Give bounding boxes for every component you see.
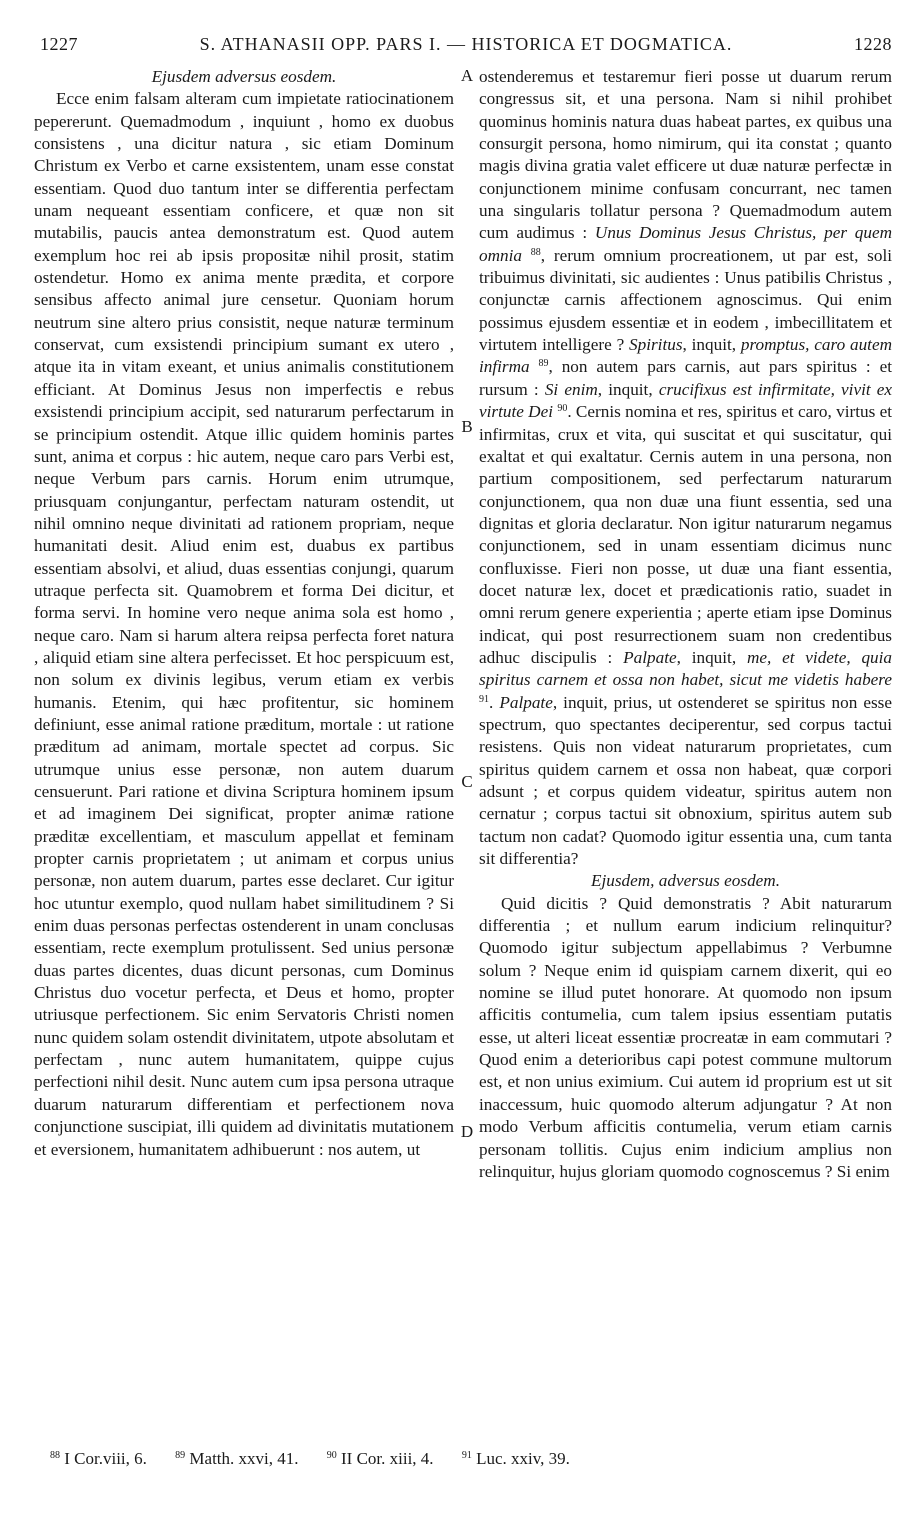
scripture-quote: Palpate (499, 692, 553, 712)
footnote-number: 88 (50, 1450, 60, 1461)
text-run: , inquit, prius, ut ostenderet se spiritus non esse spectrum, quo spectantes deciperentur, sed corpus tactui resistens. Quis non videat naturarum proprietates, cum spiritus quidem carnem et ossa non habeat, quæ corpori adsunt ; et corpus quidem videatur, spiritus autem non cernatur ; corpus tactui sit obnoxium, spiritus autem sub tactum non cadat? Quomodo igitur essentia una, cum tanta sit differentia? (479, 692, 892, 869)
page-number-right: 1228 (854, 34, 892, 54)
scripture-quote: Spiritus (629, 335, 683, 355)
right-column (479, 66, 892, 1183)
margin-letter-c: C (461, 772, 473, 791)
footnote-number: 90 (326, 1450, 337, 1461)
scripture-quote: crucifixus est infirmitate, vivit ex virtute Dei (479, 379, 893, 422)
margin-letter-d: D (460, 1122, 474, 1141)
footnote-ref: 90 (557, 403, 568, 415)
footnote-text: II Cor. xiii, 4. (341, 1449, 434, 1468)
footnote (175, 1449, 298, 1468)
footnote-text: I Cor.viii, 6. (64, 1449, 147, 1468)
footnote-ref: 89 (538, 358, 549, 370)
scripture-quote: Si enim (544, 379, 598, 399)
running-title: S. ATHANASII OPP. PARS I. — HISTORICA ET DOGMATICA. (199, 34, 733, 54)
text-run: , rerum omnium procreationem, ut par est, soli tribuimus divinitati, sic audientes : Unus patibilis Christus , conjunctæ carnis affectionem agnoscimus. Qui enim possimus ejusdem essentiæ et in eodem , imbecillitatem et virtutem intelligere ? (479, 245, 892, 355)
footnote-number: 91 (461, 1450, 472, 1461)
text-run: , inquit, (676, 647, 737, 667)
text-run: , inquit, (682, 335, 737, 355)
body-paragraph (479, 66, 892, 870)
body-paragraph: Quid dicitis ? Quid demonstratis ? Abit naturarum differentia ; et nullum earum indicium relinquitur? Quomodo igitur subjectum appellabimus ? Verbumne solum ? Neque enim id quispiam carnem dixerit, qui eo nomine se illud putet honorare. At quomodo non ipsum afficitis contumelia, cum talem ipsius essentiam putatis esse, ut alteri liceat essentiæ procreatæ in eam commutari ? Quod enim a deterioribus capi potest commune multorum est, et non unius eximium. Cui autem id proprium est ut sit inaccessum, huic quomodo alterum adjungatur ? At non modo Verbum afficitis contumelia, verum etiam carnis personam tollitis. Cujus enim indicium amplius non relinquitur, hujus gloriam quomodo cognoscemus ? Si enim (479, 893, 892, 1181)
page-header (40, 34, 892, 64)
footnote-ref: 88 (530, 246, 541, 258)
footnote (327, 1449, 434, 1468)
footnote-ref: 91 (479, 693, 489, 705)
text-run: , inquit, (597, 379, 653, 399)
margin-letter-a: A (460, 66, 474, 85)
footnote (50, 1449, 147, 1468)
section-heading: Ejusdem, adversus eosdem. (590, 871, 781, 891)
scripture-quote: promptus, caro autem infirma (479, 335, 892, 377)
text-run: . Cernis nomina et res, spiritus et caro, virtus et infirmitas, crux et vita, qui suscitat et qui suscitatur, qui exaltat et qui exaltatur. Cernis autem in una persona, non partium compositionem, sed perfectarum naturarum conjunctionem, qua non duæ una fiunt essentia, sed una dignitas et gloria declaratur. Non igitur naturarum negamus conjunctionem, sed in unam essentiam dicimus nunc confluxisse. Fieri non posse, ut duæ una fiant essentia, docet naturæ lex, docet et prædicationis ratio, suadet in omni rerum genere experientia ; aperte etiam ipse Dominus indicat, qui post resurrectionem suam non credentibus adhuc discipulis : (479, 402, 892, 667)
footnote (462, 1449, 570, 1468)
text-run: . (489, 692, 494, 712)
footnote-number: 89 (175, 1450, 186, 1461)
section-heading: Ejusdem adversus eosdem. (151, 67, 337, 86)
page-number-left: 1227 (40, 34, 78, 54)
body-paragraph: Ecce enim falsam alteram cum impietate ratiocinationem pepererunt. Quemadmodum , inquiunt , homo ex duobus consistens , una dicitur natura , sic etiam Dominum Christum ex Verbo et carne exsistentem, unam esse constat essentiam. Quod duo tantum inter se differentia perfectam unam nequeant essentiam conficere, et quæ non sit mutabilis, paucis antea demonstratum est. Quod autem exemplum hoc rei ab ipsis propositæ nihil prosit, statim ostendetur. Homo ex anima mente prædita, et corpore sensibus affecto animal jure censetur. Quoniam horum neutrum sine altero prius consistit, neque naturæ terminum conservat, cum exsistendi principium sumant ex utero , atque ita in vitam exeant, et unius animalis constitutionem efficiant. At Dominus Jesus non imperfectis e rebus exsistendi principium accipit, sed naturarum perfectarum in se principium ostendit. Atque illic quidem hominis partes sunt, anima et corpus : hic autem, neque caro pars Verbi est, neque Verbum pars carnis. Horum enim utrumque, priusquam conjungantur, perfectam naturam ostendit, ut nihil omnino neque divinitati ad rationem propriam, neque humanitati desit. Aliud enim est, duabus ex partibus essentiam absolvi, et aliud, duas essentias conjungi, quarum utraque perfecta sit. Quamobrem et forma Dei dicitur, et forma servi. In homine vero neque anima sola est homo , neque caro. Nam si harum altera reipsa perfecta foret natura , aliquid etiam sine altera perfecisset. Et hoc perspicuum est, non solum ex divinis legibus, verum etiam ex verbis humanis. Etenim, qui hæc profitentur, sic hominem definiunt, esse animal ratione præditum, mortale : ut ratione præditum ad animam, mortale spectet ad corpus. Sic utrumque unius esse personæ, non autem duarum censuerunt. Pari ratione et divina Scriptura hominem ipsum et ad imaginem Dei significat, propter animæ ratione præditæ excellentiam, et masculum appellat et feminam propter carnis proprietatem ; ut animam et corpus unius personæ, non autem duarum, partes esse declaret. Cur igitur hoc utuntur exemplo, quod nullam habet similitudinem ? Si enim duas personas perfectas ostenderent in unam conclusas essentiam, recte exemplum protulissent. Sed unius personæ duas partes dicentes, duas dicunt personas, cum Dominus Christus duo vocetur perfecta, et Deus et homo, propter utriusque perfectionem. Sic enim Servatoris Christi nomen nunc quidem solam ostendit divinitatem, utpote absolutam et perfectam , nunc autem humanitatem, quippe cujus perfectioni nihil desit. Nunc autem cum ipsa persona utraque duarum naturarum differentiam et perfectionem nova conjunctione suscipiat, illi quidem ad divinitatis mutationem et eversionem, humanitatem adhibuerunt : nos autem, ut (34, 89, 454, 1159)
margin-letter-b: B (461, 417, 473, 436)
footnote-text: Luc. xxiv, 39. (476, 1449, 570, 1468)
footnote-text: Matth. xxvi, 41. (189, 1449, 299, 1468)
scripture-quote: Unus Dominus Jesus Christus, per quem omnia (479, 223, 892, 265)
text-run: ostenderemus et testaremur fieri posse ut duarum rerum congressus sit, et una persona. Nam si nihil prohibet quominus hominis natura duas habeat partes, ex quibus una consurgit persona, homo nimirum, qui ita constat ; quanto magis divina gratia valet efficere ut duæ naturæ perfectæ in conjunctionem minime confusam concurrant, nec tamen una singularis tollatur persona ? Quemadmodum autem cum audimus : (479, 67, 892, 243)
scripture-quote: me, et videte, quia spiritus carnem et ossa non habet, sicut me videtis habere (479, 647, 892, 690)
scripture-quote: Palpate (623, 647, 677, 667)
left-column (34, 66, 454, 1161)
footnotes (50, 1448, 892, 1470)
text-run: , non autem pars carnis, aut pars spiritus : et rursum : (479, 357, 892, 399)
